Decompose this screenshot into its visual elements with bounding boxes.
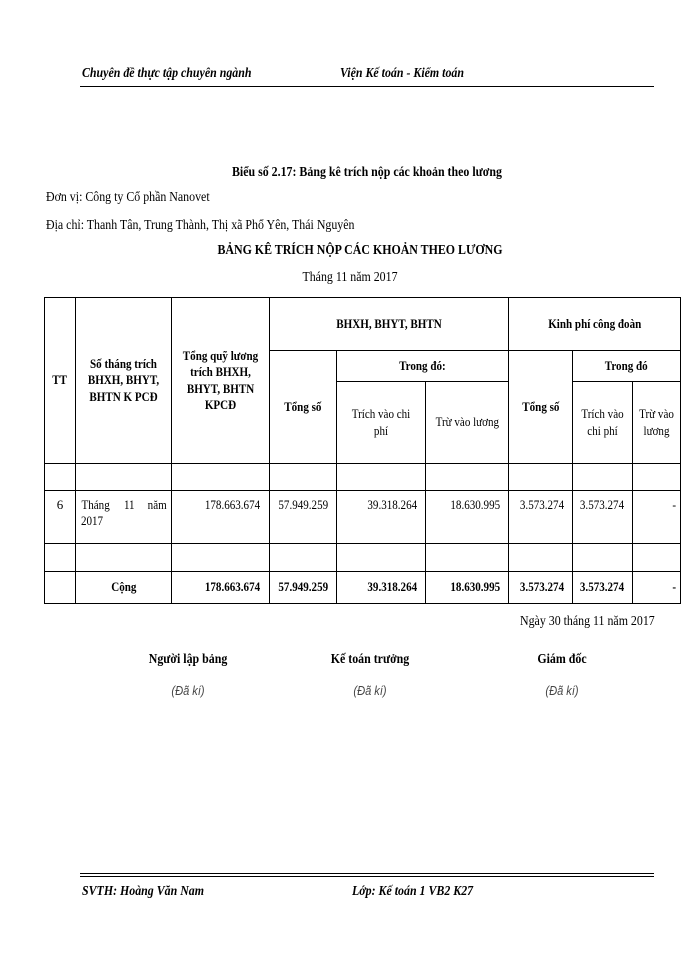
total-cost-kpcd: 3.573.274	[573, 572, 633, 604]
signature-role: Người lập bảng	[148, 652, 228, 667]
header-months: Số tháng trích BHXH, BHYT, BHTN K PCĐ	[76, 298, 172, 464]
row-fund: 178.663.674	[172, 491, 270, 544]
total-fund: 178.663.674	[172, 572, 270, 604]
header-kpcd: Kinh phí công đoàn	[509, 298, 681, 351]
total-row	[45, 572, 681, 604]
row-cost-kpcd: 3.573.274	[573, 491, 633, 544]
signature-role: Kế toán trưởng	[330, 652, 410, 667]
header-total: Tổng số	[270, 351, 337, 464]
header-deduct-kpcd: Trừ vào lương	[633, 382, 681, 464]
total-total-kpcd: 3.573.274	[509, 572, 573, 604]
row-month: Tháng 11 năm 2017	[76, 491, 172, 544]
footer-rule	[80, 873, 654, 874]
header-cost-kpcd: Trích vào chi phí	[573, 382, 633, 464]
header-left: Chuyên đề thực tập chuyên ngành	[82, 66, 252, 81]
signature-note: (Đã kí)	[353, 683, 387, 698]
header-fund: Tổng quỹ lương trích BHXH, BHYT, BHTN KPCĐ	[172, 298, 270, 464]
row-total: 57.949.259	[270, 491, 337, 544]
total-label: Cộng	[76, 572, 172, 604]
footer-right: Lớp: Kế toán 1 VB2 K27	[352, 884, 474, 899]
header-in-which-kpcd: Trong đó	[573, 351, 681, 382]
header-total-kpcd: Tổng số	[509, 351, 573, 464]
table-row-blank	[45, 544, 681, 572]
footer-left: SVTH: Hoàng Văn Nam	[82, 884, 205, 899]
signature-block-preparer	[108, 652, 268, 698]
signature-note: (Đã kí)	[545, 683, 579, 698]
total-deduct-kpcd: -	[633, 572, 681, 604]
header-rule	[80, 86, 654, 87]
header-in-which: Trong đó:	[337, 351, 509, 382]
company-address: Địa chỉ: Thanh Tân, Trung Thành, Thị xã Phổ Yên, Thái Nguyên	[46, 218, 355, 233]
row-cost: 39.318.264	[337, 491, 426, 544]
signature-note: (Đã kí)	[171, 683, 205, 698]
signature-role: Giám đốc	[537, 652, 587, 667]
signature-block-accountant	[290, 652, 450, 698]
row-tt: 6	[45, 491, 76, 544]
table-row-blank	[45, 464, 681, 491]
table-row	[45, 491, 681, 544]
sign-date: Ngày 30 tháng 11 năm 2017	[520, 614, 655, 629]
total-total: 57.949.259	[270, 572, 337, 604]
company-unit: Đơn vị: Công ty Cổ phần Nanovet	[46, 190, 210, 205]
row-deduct: 18.630.995	[426, 491, 509, 544]
report-title: BẢNG KÊ TRÍCH NỘP CÁC KHOẢN THEO LƯƠNG	[217, 243, 503, 258]
header-tt: TT	[45, 298, 76, 464]
header-right: Viện Kế toán - Kiểm toán	[340, 66, 464, 81]
signature-block-director	[482, 652, 642, 698]
row-total-kpcd: 3.573.274	[509, 491, 573, 544]
contribution-table	[44, 297, 681, 604]
row-deduct-kpcd: -	[633, 491, 681, 544]
report-period: Tháng 11 năm 2017	[302, 270, 398, 285]
total-cost: 39.318.264	[337, 572, 426, 604]
header-deduct: Trừ vào lương	[426, 382, 509, 464]
exhibit-caption: Biểu số 2.17: Bảng kê trích nộp các khoản theo lương	[232, 165, 502, 180]
header-cost: Trích vào chi phí	[337, 382, 426, 464]
footer-rule-double	[80, 876, 654, 877]
header-bhxh: BHXH, BHYT, BHTN	[270, 298, 509, 351]
total-deduct: 18.630.995	[426, 572, 509, 604]
